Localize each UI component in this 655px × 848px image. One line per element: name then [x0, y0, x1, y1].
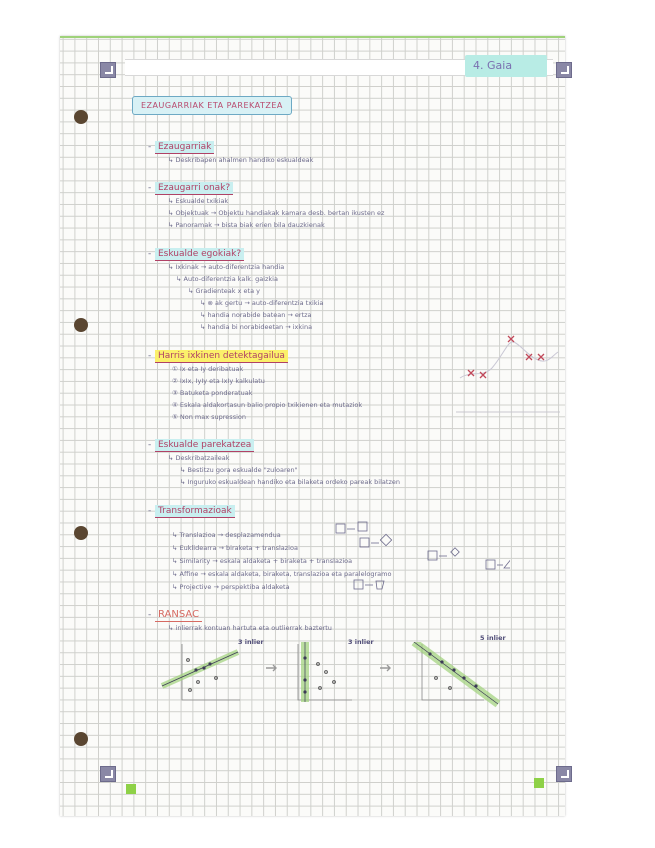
- text-line: ↳ Euklidearra → biraketa + translazioa: [172, 544, 298, 552]
- ransac-diagram: [158, 642, 508, 708]
- ransac-label-1: 3 inlier: [238, 638, 264, 646]
- binder-hole: [74, 526, 88, 540]
- topic-tag: 4. Gaia: [465, 55, 547, 77]
- text-line: ↳ inlierrak kontuan hartuta eta outlierrak baztertu: [168, 624, 332, 632]
- text-line: ↳ handia bi norabideetan → ixkina: [200, 323, 313, 331]
- bottom-left-corner-icon: [100, 766, 116, 782]
- text-line: ⑤ Non max supression: [172, 413, 246, 421]
- binder-hole: [74, 110, 88, 124]
- bottom-right-corner-icon: [556, 766, 572, 782]
- heading-ezaugarriak: Ezaugarriak: [155, 141, 214, 154]
- transform-icons: [330, 520, 510, 598]
- text-line: ↳ ⊗ ak gertu → auto-diferentzia txikia: [200, 299, 324, 307]
- text-line: ↳ handia norabide batean → ertza: [200, 311, 312, 319]
- text-line: ↳ Auto-diferentzia kalk. gaizkia: [176, 275, 278, 283]
- text-line: ① Ix eta Iy deribatuak: [172, 365, 244, 373]
- heading-ransac: RANSAC: [155, 608, 202, 622]
- heading-ezaugarri-onak: Ezaugarri onak?: [155, 182, 233, 195]
- text-line: ↳ Bestitzu gora eskualde "zuloaren": [180, 466, 298, 474]
- text-line: ↳ Affine → eskala aldaketa, biraketa, translazioa eta paralelogramo: [172, 570, 392, 578]
- text-line: ↳ Inguruko eskualdean handiko eta bilaketa ordeko pareak bilatzen: [180, 478, 400, 486]
- text-line: ↳ Deskribapen ahalmen handiko eskualdeak: [168, 156, 314, 164]
- text-line: ↳ Eskualde txikiak: [168, 197, 229, 205]
- text-line: ↳ Projective → perspektiba aldaketa: [172, 583, 290, 591]
- green-square-icon: [126, 784, 136, 794]
- text-line: ④ Eskala aldakortasun balio propio txikienen eta mutaziok: [172, 401, 363, 409]
- page-title: EZAUGARRIAK ETA PAREKATZEA: [132, 96, 292, 115]
- text-line: ↳ Ixkinak → auto-diferentzia handia: [168, 263, 285, 271]
- text-line: ↳ Translazioa → desplazamendua: [172, 531, 281, 539]
- green-square-icon: [534, 778, 544, 788]
- heading-transformazioak: Transformazioak: [155, 505, 235, 518]
- harris-curve-sketch: [452, 322, 564, 414]
- ransac-label-3: 5 inlier: [480, 634, 506, 642]
- heading-eskualde-parekatzea: Eskualde parekatzea: [155, 439, 254, 452]
- text-line: ② IxIx, IyIy eta IxIy kalkulatu: [172, 377, 265, 385]
- ransac-label-2: 3 inlier: [348, 638, 374, 646]
- text-line: ↳ Similarity → eskala aldaketa + biraketa + translazioa: [172, 557, 353, 565]
- heading-harris: Harris ixkinen detektagailua: [155, 350, 288, 363]
- binder-hole: [74, 318, 88, 332]
- heading-eskualde-egokiak: Eskualde egokiak?: [155, 248, 244, 261]
- text-line: ↳ Objektuak → Objektu handiakak kamara desb. bertan ikusten ez: [168, 209, 385, 217]
- text-line: ↳ Deskribatzaileak: [168, 454, 230, 462]
- notebook-page: 4. Gaia EZAUGARRIAK ETA PAREKATZEA - Ezaugarriak ↳ Deskribapen ahalmen handiko eskualdeak - Ezaugarri onak? ↳ Eskualde txikiak ↳ Objektuak → Objektu handiakak kamara desb. bertan ikusten ez ↳ Panoramak → bista biak erien bila dauzkienak - Eskualde egokiak? ↳ Ixkinak → auto-diferentzia handia ↳ Auto-diferentzia kalk. gaizkia ↳ Gradienteak x eta y ↳ ⊗ ak gertu → auto-diferentzia txikia ↳ handia norabide batean → ertza ↳ handia bi norabideetan → ixkina - Harris ixkinen detektagailua ① Ix eta Iy deribatuak ② IxIx, IyIy eta IxIy kalkulatu ③ Batuketa ponderatuak ④ Eskala aldakortasun balio propio txikienen eta mutaziok ⑤ Non max supression - Eskualde parekatzea ↳ Deskribatzaileak ↳ Bestitzu gora eskualde "zuloaren" ↳ Inguruko eskualdean handiko eta bilaketa ordeko pareak bilatzen - Transformazioak ↳ Translazioa → desplazamendua ↳ Euklidearra → biraketa + translazioa ↳ Similarity → eskala aldaketa + biraketa + translazioa ↳ Affine → eskala aldaketa, biraketa, translazioa eta paralelogramo ↳ Projective → perspektiba aldaketa - RANSAC ↳ inlierrak kontuan hartuta eta outlierrak baztertu 3 inlier 3 inlier 5 inlier: [60, 36, 565, 816]
- text-line: ③ Batuketa ponderatuak: [172, 389, 253, 397]
- binder-hole: [74, 732, 88, 746]
- text-line: ↳ Panoramak → bista biak erien bila dauzkienak: [168, 221, 325, 229]
- top-left-corner-icon: [100, 62, 116, 78]
- top-right-corner-icon: [556, 62, 572, 78]
- text-line: ↳ Gradienteak x eta y: [188, 287, 260, 295]
